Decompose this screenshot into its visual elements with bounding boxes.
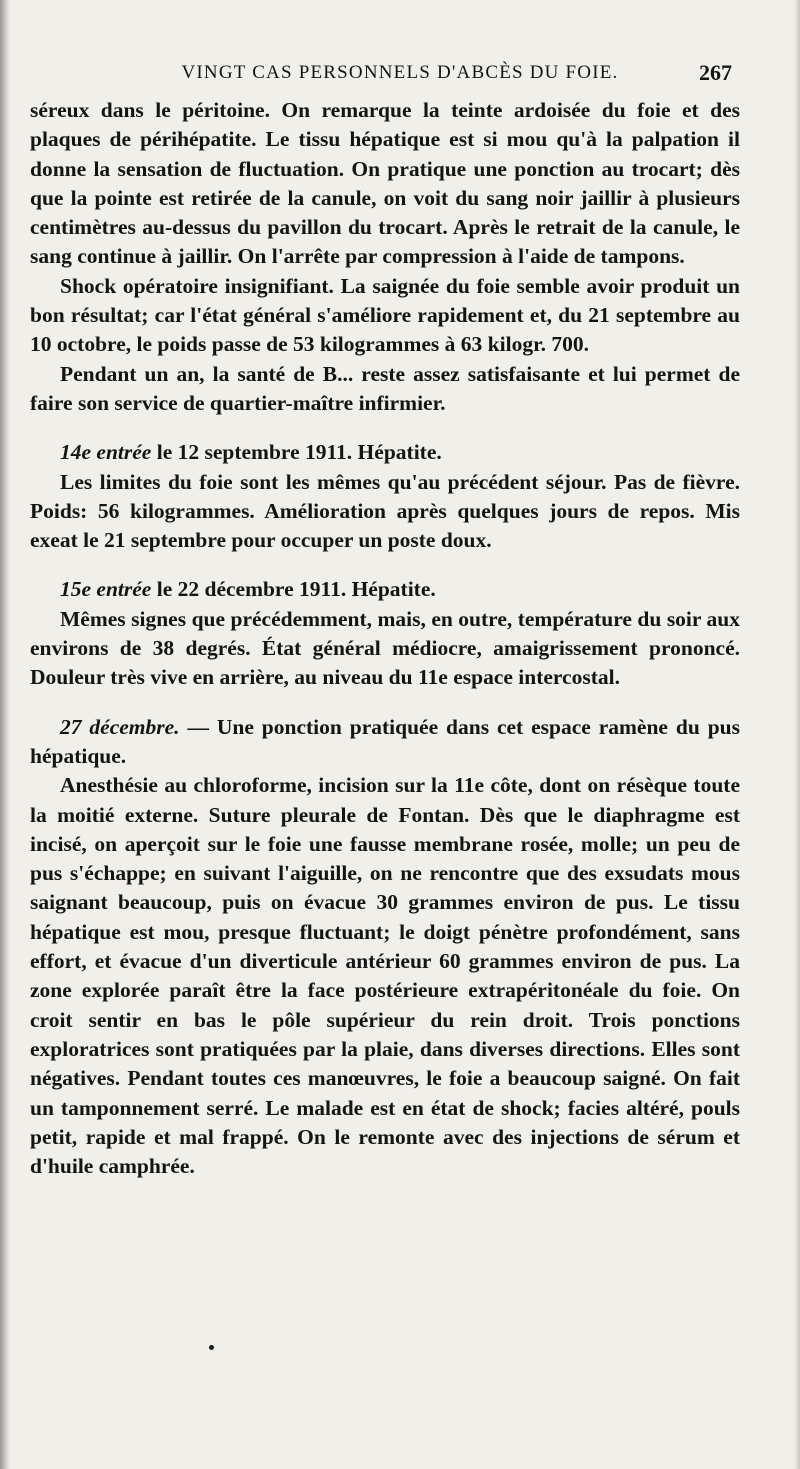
entry-heading — [30, 575, 740, 604]
paragraph: séreux dans le péritoine. On remarque la teinte ardoisée du foie et des plaques de périhépatite. Le tissu hépatique est si mou qu'à la palpation il donne la sensation de fluctuation. On pratique une ponction au trocart; dès que la pointe est retirée de la canule, on voit du sang noir jaillir à plusieurs centimètres au-dessus du pavillon du trocart. Après le retrait de la canule, le sang continue à jaillir. On l'arrête par compression à l'aide de tampons. — [30, 98, 740, 269]
page-edge-shadow — [794, 0, 800, 1469]
page-body — [30, 96, 740, 1181]
page-number: 267 — [699, 60, 732, 85]
entry-text: le 12 septembre 1911. Hépatite. — [151, 440, 442, 465]
entry-label: 14e entrée — [60, 440, 152, 465]
running-head — [60, 58, 740, 88]
paragraph: Anesthésie au chloroforme, incision sur la 11e côte, dont on résèque toute la moitié externe. Suture pleurale de Fontan. Dès que le diaphragme est incisé, on aperçoit sur le foie une fausse membrane rosée, molle; un peu de pus s'échappe; en suivant l'aiguille, on ne rencontre que des exsudats mous saignant beaucoup, puis on évacue 30 grammes environ de pus. Le tissu hépatique est mou, presque fluctuant; le doigt pénètre profondément, sans effort, et évacue d'un diverticule antérieur 60 grammes environ de pus. La zone explorée paraît être la face postérieure extrapéritonéale du foie. On croit sentir en bas le pôle supérieur du rein droit. Trois ponctions exploratrices sont pratiquées par la plaie, dans diverses directions. Elles sont négatives. Pendant toutes ces manœuvres, le foie a beaucoup saigné. On fait un tamponnement serré. Le malade est en état de shock; facies altéré, pouls petit, rapide et mal frappé. On le remonte avec des injections de sérum et d'huile camphrée. — [30, 773, 740, 1179]
paragraph: Les limites du foie sont les mêmes qu'au précédent séjour. Pas de fièvre. Poids: 56 kilogrammes. Amélioration après quelques jours de repos. Mis exeat le 21 septembre pour occuper un poste doux. — [30, 469, 740, 553]
ink-speck — [209, 1345, 214, 1350]
dated-text: — Une ponction pratiquée dans cet espace ramène du pus hépatique. — [30, 714, 740, 768]
paragraph: Mêmes signes que précédemment, mais, en outre, température du soir aux environs de 38 degrés. État général médiocre, amaigrissement prononcé. Douleur très vive en arrière, au niveau du 11e espace intercostal. — [30, 606, 740, 690]
running-title: VINGT CAS PERSONNELS D'ABCÈS DU FOIE. — [181, 62, 619, 83]
date-label: 27 décembre. — [60, 714, 180, 739]
entry-heading — [30, 438, 740, 467]
page-binding-shadow — [0, 0, 10, 1469]
paragraph: Pendant un an, la santé de B... reste assez satisfaisante et lui permet de faire son service de quartier-maître infirmier. — [30, 361, 740, 415]
dated-paragraph — [30, 713, 740, 772]
entry-label: 15e entrée — [60, 577, 152, 602]
entry-text: le 22 décembre 1911. Hépatite. — [151, 577, 436, 602]
paragraph: Shock opératoire insignifiant. La saignée du foie semble avoir produit un bon résultat; car l'état général s'améliore rapidement et, du 21 septembre au 10 octobre, le poids passe de 53 kilogrammes à 63 kilogr. 700. — [30, 273, 740, 357]
